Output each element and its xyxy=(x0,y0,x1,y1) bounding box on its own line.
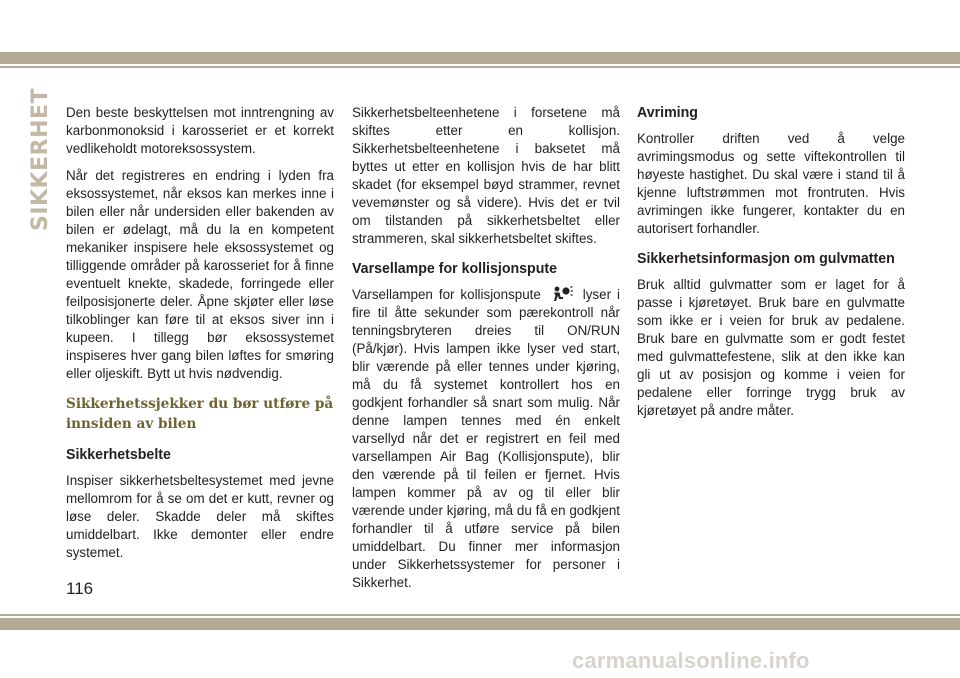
section-heading: Sikkerhetssjekker du bør utføre på innsiden av bilen xyxy=(66,396,334,432)
subsection-heading: Sikkerhetsinformasjon om gulvmatten xyxy=(637,250,895,268)
header-stripe xyxy=(0,52,960,64)
paragraph-text: Varsellampen for kollisjonspute xyxy=(352,287,541,302)
paragraph: Inspiser sikkerhetsbeltesystemet med jevne mellomrom for å se om det er kutt, revner og løse deler. Skadde deler må skiftes umiddelbart. Ikke demonter eller endre systemet. xyxy=(66,473,334,560)
section-tab xyxy=(28,87,54,231)
column-3 xyxy=(637,104,905,429)
header-rule xyxy=(0,66,960,68)
column-2 xyxy=(352,104,620,601)
paragraph: Når det registreres en endring i lyden fra eksossystemet, når eksos kan merkes inne i bilen eller når undersiden eller bakenden av bilen er ødelagt, må du la en kompetent mekaniker inspisere hele eksossystemet og tilliggende områder på karosseriet for å finne eventuelt knekte, skadede, forringede eller feilposisjonerte deler. Åpne skjøter eller løse tilkoblinger kan føre til at eksos siver inn i kupeen. I tillegg bør eksossystemet inspiseres hver gang bilen løftes for smøring eller oljeskift. Bytt ut hvis nødvendig. xyxy=(66,168,334,381)
subsection-heading: Varsellampe for kollisjonspute xyxy=(352,260,557,278)
airbag-warning-icon xyxy=(551,286,573,302)
watermark: carmanualsonline.info xyxy=(572,648,810,673)
column-1 xyxy=(66,104,334,571)
paragraph: Kontroller driften ved å velge avrimingsmodus og sette viftekontrollen til høyeste hastighet. Du skal være i stand til å kjenne luftstrømmen mot frontruten. Hvis avrimingen ikke fungerer, kontakter du en autorisert forhandler. xyxy=(637,131,905,236)
page-number: 116 xyxy=(66,579,94,598)
footer-rule xyxy=(0,614,960,616)
paragraph xyxy=(352,286,620,592)
paragraph: Bruk alltid gulvmatter som er laget for å passe i kjøretøyet. Bruk bare en gulvmatte som ikke er i veien for bruk av pedalene. Bruk bare en gulvmatte som er godt festet med gulvmattefestene, slik at den ikke kan gli ut av posisjon og komme i veien for pedalene eller forringe trygg bruk av kjøretøyet på andre måter. xyxy=(637,277,905,418)
paragraph: Sikkerhetsbelteenhetene i forsetene må skiftes etter en kollisjon. Sikkerhetsbelteenhetene i baksetet må byttes ut etter en kollisjon hvis de har blitt skadet (for eksempel bøyd strammer, revnet vevemønster og så videre). Hvis det er tvil om tilstanden på sikkerhetsbeltet eller strammeren, skal sikkerhetsbeltet skiftes. xyxy=(352,105,620,246)
paragraph: Den beste beskyttelsen mot inntrengning av karbonmonoksid i karosseriet er et korrekt vedlikeholdt motoreksossystem. xyxy=(66,105,334,156)
paragraph-text: lyser i fire til åtte sekunder som pærekontroll når tenningsbryteren dreies til ON/RUN (På/kjør). Hvis lampen ikke lyser ved start, blir værende på eller tennes under kjøring, må du få systemet kontrollert hos en godkjent forhandler så snart som mulig. Når denne lampen tennes med én enkelt varsellyd når det er registrert en feil med varsellampen Air Bag (Kollisjonspute), blir den værende på til feilen er fjernet. Hvis lampen kommer på av og til eller blir værende under kjøring, må du få en godkjent forhandler til å utføre service på bilen umiddelbart. Du finner mer informasjon under Sikkerhetssystemer for personer i Sikkerhet. xyxy=(352,287,620,590)
footer-stripe xyxy=(0,618,960,630)
subsection-heading: Avriming xyxy=(637,104,698,122)
subsection-heading: Sikkerhetsbelte xyxy=(66,446,171,464)
section-tab-label: SIKKERHET xyxy=(28,87,54,231)
